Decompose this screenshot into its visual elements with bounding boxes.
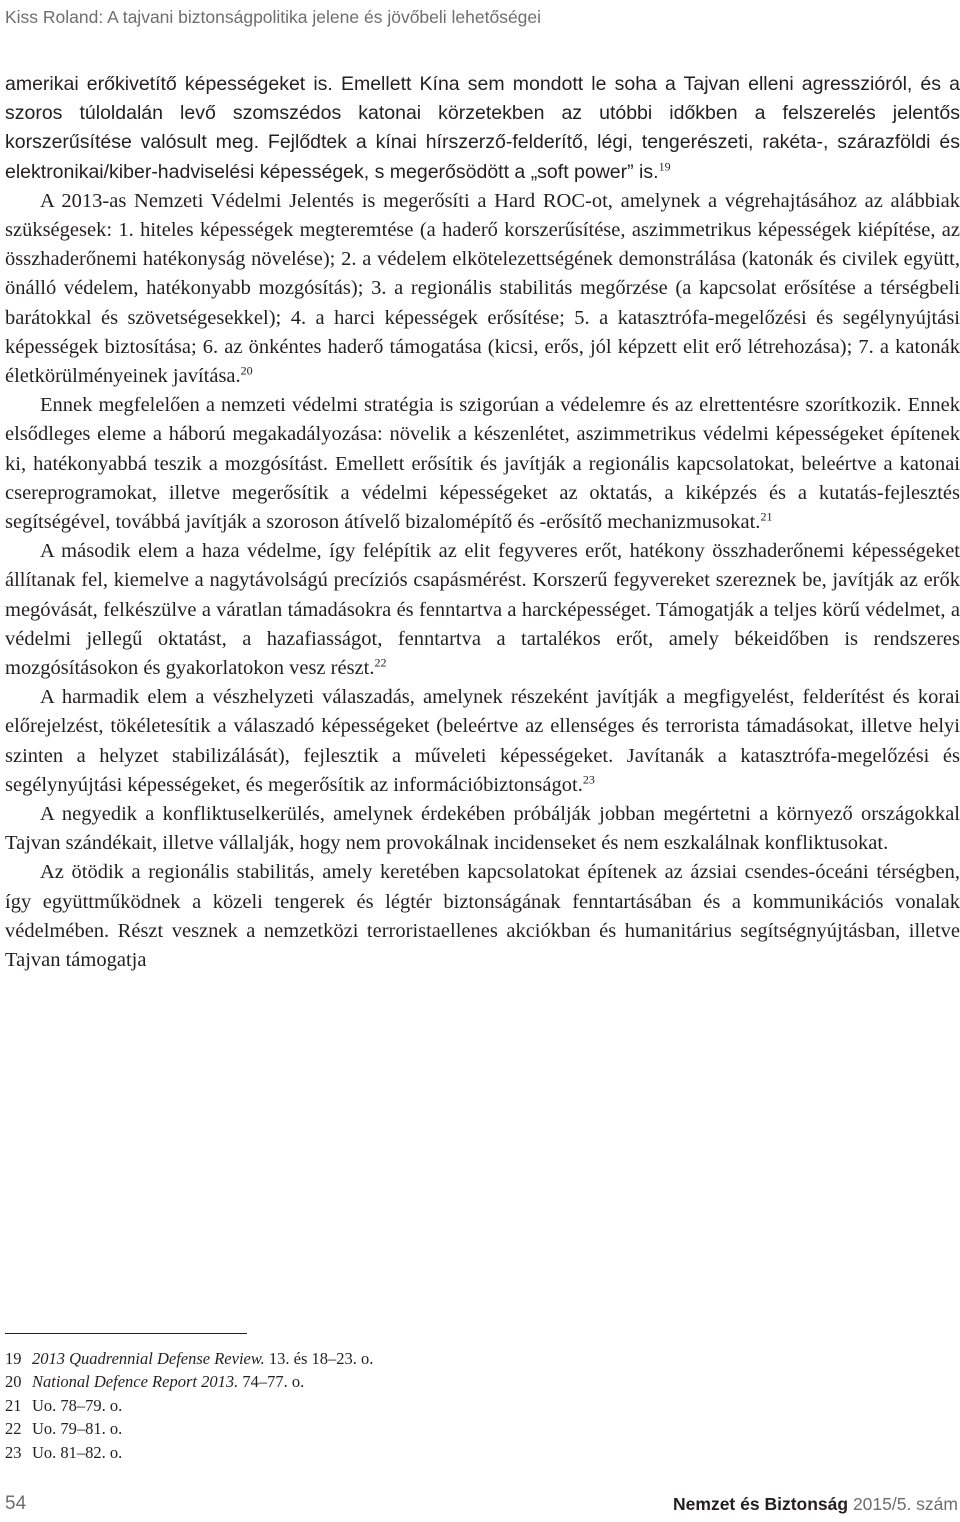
footnote-number: 19 bbox=[5, 1349, 22, 1368]
footnote-divider bbox=[5, 1333, 247, 1334]
paragraph-2 bbox=[5, 187, 960, 391]
paragraph-7-text: Az ötödik a regionális stabilitás, amely keretében kapcsolatokat építenek az ázsiai csendes-óceáni térségben, így együttműködnek a közeli tengerek és légtér biztonságának fenntartásában és a kommunikációs vonalak védelmében. Részt vesznek a nemzetközi terroristaellenes akciókban és humanitárius segítségnyújtásban, illetve Tajvan támogatja bbox=[5, 861, 960, 972]
footnote-number: 20 bbox=[5, 1372, 22, 1392]
footnote-number: 22 bbox=[5, 1419, 22, 1439]
journal-issue: 2015/5. szám bbox=[852, 1494, 958, 1514]
footnote-source-pages: Uo. 81–82. o. bbox=[32, 1442, 123, 1462]
footnote-source-pages: 13. és 18–23. o. bbox=[264, 1349, 374, 1368]
footnote-number: 21 bbox=[5, 1395, 22, 1415]
footnote-source-title: 2013 Quadrennial Defense Review. bbox=[32, 1349, 265, 1368]
footnote-item bbox=[5, 1441, 705, 1464]
footnote-source-pages: Uo. 78–79. o. bbox=[32, 1395, 123, 1415]
paragraph-1 bbox=[5, 70, 960, 187]
paragraph-1-text: amerikai erőkivetítő képességeket is. Emellett Kína sem mondott le soha a Tajvan elleni agresszióról, és a szoros túloldalán levő szomszédos katonai körzetekben az utóbbi időkben a felszerelés jelentős korszerűsítése valósult meg. Fejlődtek a kínai hírszerző-felderítő, légi, tengerészeti, rakéta-, szárazföldi és elektronikai/kiber-hadviselési képességek, s megerősödött a „soft power” is. bbox=[5, 73, 960, 183]
paragraph-3 bbox=[5, 391, 960, 537]
body-text bbox=[5, 70, 960, 975]
paragraph-4-text: A második elem a haza védelme, így felépítik az elit fegyveres erőt, hatékony összhaderőnemi képességeket állítanak fel, kiemelve a nagytávolságú precíziós csapásmérést. Korszerű fegyvereket szereznek be, javítják az erők megóvását, felkészülve a váratlan támadásokra és fenntartva a harcképességet. Támogatják a teljes körű védelmet, a védelmi jellegű oktatást, a hazafiasságot, fenntartva a tartalékos erőt, amely békeidőben is rendszeres mozgósításokon és gyakorlatokon vesz részt. bbox=[5, 540, 960, 680]
footnote-item bbox=[5, 1394, 705, 1417]
footnote-ref-20: 20 bbox=[240, 363, 253, 378]
paragraph-4 bbox=[5, 537, 960, 683]
footnote-source-title: National Defence Report 2013. bbox=[32, 1372, 239, 1392]
paragraph-2-text: A 2013-as Nemzeti Védelmi Jelentés is megerősíti a Hard ROC-ot, amelynek a végrehajtásához az alábbiak szükségesek: 1. hiteles képességek megteremtése (a haderő korszerűsítése, aszimmetrikus képességek kiépítése, az összhaderőnemi hatékonyság növelése); 2. a védelem elkötelezettségének demonstrálása (katonák és civilek együtt, önálló védelem, hatékonyabb mozgósítás); 3. a regionális stabilitás megőrzése (a kapcsolat erősítése a térségbeli barátokkal és szövetségesekkel); 4. a harci képességek erősítése; 5. a katasztrófa-megelőzési és segélynyújtási képességek biztosítása; 6. az önkéntes haderő támogatása (kicsi, erős, jól képzett elit erő létrehozása); 7. a katonák életkörülményeinek javítása. bbox=[5, 189, 960, 388]
footnote-ref-23: 23 bbox=[582, 772, 595, 787]
footnote-item bbox=[5, 1370, 705, 1393]
paragraph-6 bbox=[5, 800, 960, 858]
footnote-source-pages: Uo. 79–81. o. bbox=[32, 1419, 123, 1439]
page-number: 54 bbox=[5, 1493, 27, 1514]
footnote-item bbox=[5, 1347, 705, 1370]
journal-footer bbox=[673, 1492, 958, 1516]
paragraph-3-text: Ennek megfelelően a nemzeti védelmi stratégia is szigorúan a védelemre és az elrettentésre szorítkozik. Ennek elsődleges eleme a háború megakadályozása: növelik a készenlétet, aszimmetrikus védelmi képességeket építenek ki, hatékonyabbá teszik a mozgósítást. Emellett erősítik és javítják a regionális kapcsolatokat, beleértve a katonai csereprogramokat, illetve megerősítik a védelmi képességeket az oktatás, a kiképzés és a kutatás-fejlesztés segítségével, továbbá javítják a szoroson átívelő bizalomépítő és -erősítő mechanizmusokat. bbox=[5, 394, 960, 534]
footnote-ref-19: 19 bbox=[658, 159, 671, 174]
paragraph-5-text: A harmadik elem a vészhelyzeti válaszadás, amelynek részeként javítják a megfigyelést, felderítést és korai előrejelzést, tökéletesítik a válaszadó képességeket (beleértve az ellenséges és terrorista támadásokat, illetve helyi szinten a helyzet stabilizálását), fejlesztik a műveleti képességeket. Javítanák a katasztrófa-megelőzési és segélynyújtási képességeket, és megerősítik az információbiztonságot. bbox=[5, 686, 960, 796]
paragraph-7 bbox=[5, 858, 960, 975]
footnote-source-pages: 74–77. o. bbox=[238, 1372, 305, 1392]
footnotes bbox=[5, 1347, 705, 1464]
running-head: Kiss Roland: A tajvani biztonságpolitika jelene és jövőbeli lehetőségei bbox=[5, 7, 542, 27]
footnote-ref-22: 22 bbox=[374, 655, 387, 670]
paragraph-6-text: A negyedik a konfliktuselkerülés, amelynek érdekében próbálják jobban megértetni a környező országokkal Tajvan szándékait, illetve vállalják, hogy nem provokálnak incidenseket és nem eszkalálnak konfliktusokat. bbox=[5, 803, 960, 855]
footnote-ref-21: 21 bbox=[760, 509, 773, 524]
paragraph-5 bbox=[5, 683, 960, 800]
journal-name: Nemzet és Biztonság bbox=[673, 1494, 849, 1514]
footnote-item bbox=[5, 1417, 705, 1440]
footnote-number: 23 bbox=[5, 1442, 22, 1462]
